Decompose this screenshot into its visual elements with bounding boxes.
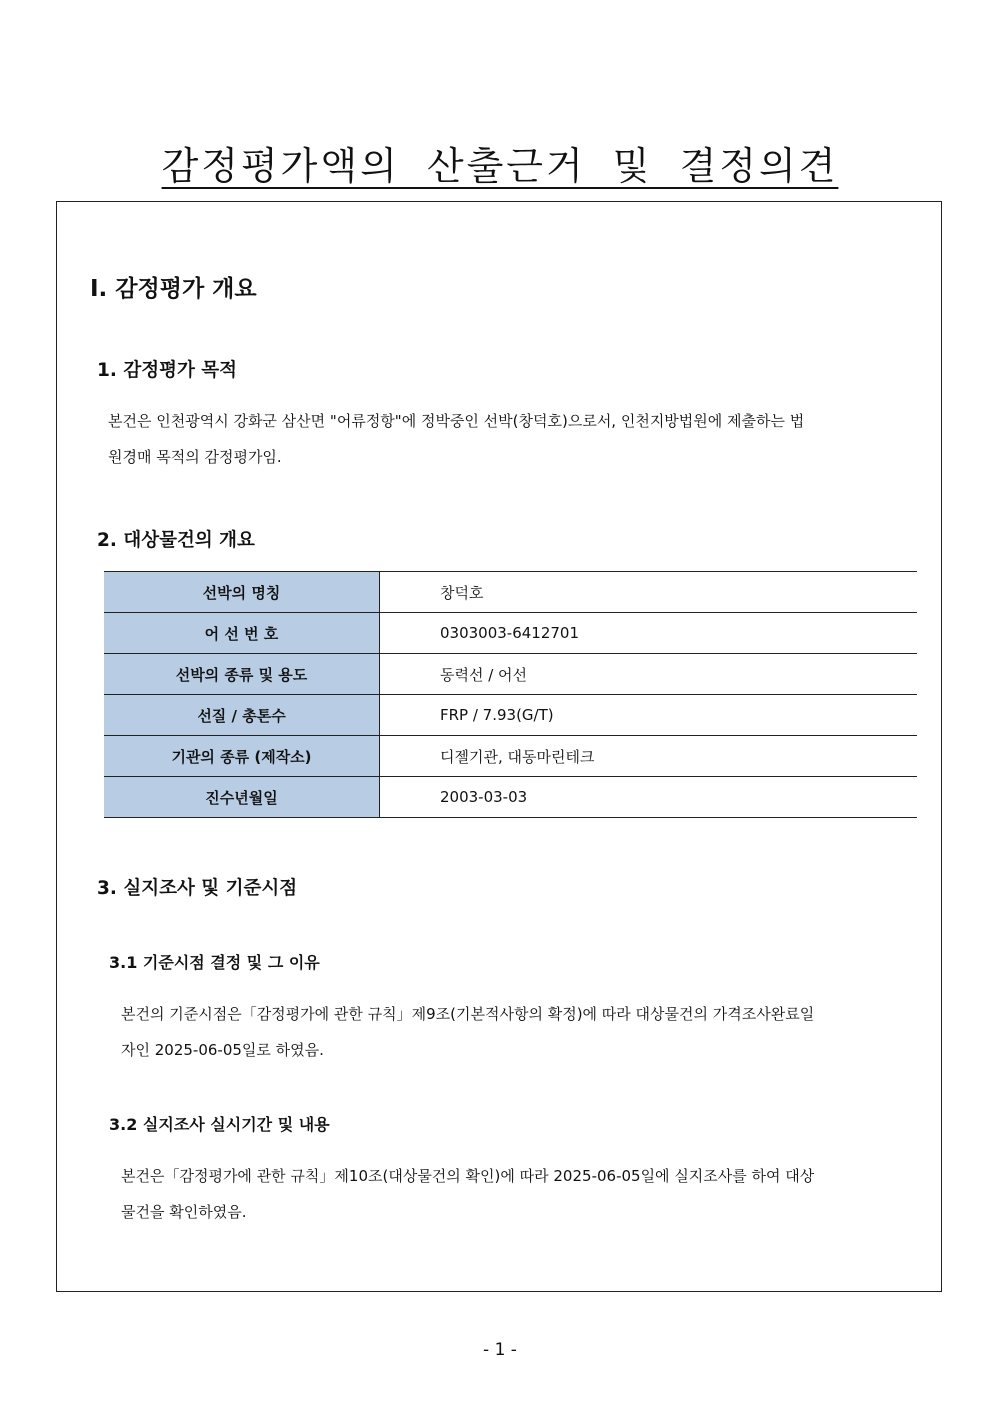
- survey-sub2-paragraph: [121, 1158, 814, 1230]
- purpose-heading: 1. 감정평가 목적: [97, 360, 238, 381]
- table-row: [104, 572, 917, 613]
- row-value: 동력선 / 어선: [380, 654, 918, 695]
- survey-sub1-line-2: 자인 2025-06-05일로 하였음.: [121, 1041, 324, 1059]
- row-value: 0303003-6412701: [380, 613, 918, 654]
- purpose-line-2: 원경매 목적의 감정평가임.: [108, 448, 282, 466]
- survey-sub1-heading: 3.1 기준시점 결정 및 그 이유: [109, 953, 320, 972]
- row-label: 선박의 명칭: [104, 572, 380, 613]
- survey-sub2-line-1: 본건은「감정평가에 관한 규칙」제10조(대상물건의 확인)에 따라 2025-06-05일에 실지조사를 하여 대상: [121, 1167, 815, 1185]
- row-label: 선박의 종류 및 용도: [104, 654, 380, 695]
- table-row: [104, 736, 917, 777]
- table-row: [104, 613, 917, 654]
- purpose-line-1: 본건은 인천광역시 강화군 삼산면 "어류정항"에 정박중인 선박(창덕호)으로서, 인천지방법원에 제출하는 법: [108, 412, 805, 430]
- page-number: - 1 -: [483, 1340, 517, 1360]
- document-title-text: 감정평가액의 산출근거 및 결정의견: [161, 144, 839, 188]
- overview-table: [104, 571, 917, 818]
- survey-sub2-line-2: 물건을 확인하였음.: [121, 1203, 247, 1221]
- table-row: [104, 777, 917, 818]
- row-label: 기관의 종류 (제작소): [104, 736, 380, 777]
- survey-heading: 3. 실지조사 및 기준시점: [97, 878, 298, 899]
- survey-sub1-paragraph: [121, 996, 814, 1068]
- row-value: 창덕호: [380, 572, 918, 613]
- document-title: [0, 135, 1000, 190]
- row-label: 어 선 번 호: [104, 613, 380, 654]
- row-label: 진수년월일: [104, 777, 380, 818]
- section-1-heading: Ⅰ. 감정평가 개요: [90, 276, 257, 302]
- row-value: 디젤기관, 대동마린테크: [380, 736, 918, 777]
- survey-sub2-heading: 3.2 실지조사 실시기간 및 내용: [109, 1115, 330, 1134]
- row-value: FRP / 7.93(G/T): [380, 695, 918, 736]
- table-row: [104, 654, 917, 695]
- survey-sub1-line-1: 본건의 기준시점은「감정평가에 관한 규칙」제9조(기본적사항의 확정)에 따라 대상물건의 가격조사완료일: [121, 1005, 815, 1023]
- row-label: 선질 / 총톤수: [104, 695, 380, 736]
- table-row: [104, 695, 917, 736]
- row-value: 2003-03-03: [380, 777, 918, 818]
- overview-heading: 2. 대상물건의 개요: [97, 530, 255, 551]
- purpose-paragraph: [108, 403, 804, 475]
- content-frame: [56, 201, 942, 1292]
